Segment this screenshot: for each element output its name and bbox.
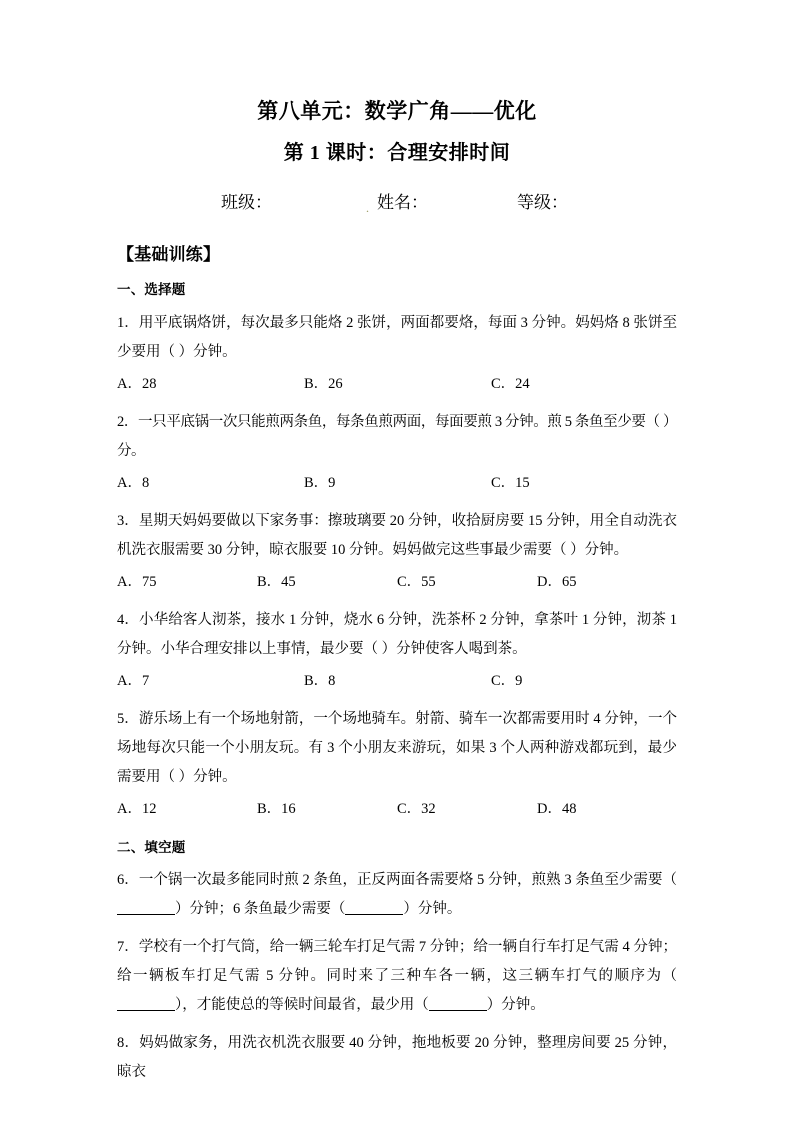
option-5-d[interactable]: D．48	[537, 800, 577, 817]
question-1: 1．用平底锅烙饼，每次最多只能烙 2 张饼，两面都要烙，每面 3 分钟。妈妈烙 8 张饼至少要用（ ）分钟。	[117, 314, 677, 360]
option-3-d[interactable]: D．65	[537, 573, 577, 590]
question-6	[117, 866, 677, 924]
question-4: 4．小华给客人沏茶，接水 1 分钟，烧水 6 分钟，洗茶杯 2 分钟，拿茶叶 1 分钟，沏茶 1 分钟。小华合理安排以上事情，最少要（ ）分钟使客人喝到茶。	[117, 611, 677, 657]
option-1-a[interactable]: A．28	[117, 375, 157, 392]
page-title: 第八单元：数学广角——优化	[257, 99, 537, 123]
option-4-a[interactable]: A．7	[117, 672, 150, 689]
section-heading-fill-in-blank: 二、填空题	[117, 839, 186, 856]
question-6-part1: 6．一个锅一次最多能同时煎 2 条鱼，正反两面各需要烙 5 分钟，煎熟 3 条鱼至少需要（	[117, 872, 677, 889]
option-1-c[interactable]: C．24	[491, 375, 530, 392]
question-7-blank-1[interactable]	[117, 996, 175, 1011]
question-7	[117, 933, 677, 1020]
question-7-part3: ）分钟。	[486, 997, 545, 1014]
question-7-part1: 7．学校有一个打气筒，给一辆三轮车打足气需 7 分钟；给一辆自行车打足气需 4 分钟；给一辆板车打足气需 5 分钟。同时来了三种车各一辆，这三辆车打气的顺序为（	[117, 939, 677, 985]
section-heading-multiple-choice: 一、选择题	[117, 282, 186, 299]
question-6-blank-2[interactable]	[345, 900, 403, 915]
option-3-a[interactable]: A．75	[117, 573, 157, 590]
question-3: 3．星期天妈妈要做以下家务事：擦玻璃要 20 分钟，收拾厨房要 15 分钟，用全自动洗衣机洗衣服需要 30 分钟，晾衣服要 10 分钟。妈妈做完这些事最少需要（ ）分钟。	[117, 512, 677, 558]
option-4-c[interactable]: C．9	[491, 672, 523, 689]
option-5-a[interactable]: A．12	[117, 800, 157, 817]
option-5-c[interactable]: C．32	[397, 800, 436, 817]
question-2: 2．一只平底锅一次只能煎两条鱼，每条鱼煎两面，每面要煎 3 分钟。煎 5 条鱼至少要（ ）分。	[117, 413, 677, 459]
option-3-c[interactable]: C．55	[397, 573, 436, 590]
option-2-b[interactable]: B．9	[304, 474, 336, 491]
question-5: 5．游乐场上有一个场地射箭，一个场地骑车。射箭、骑车一次都需要用时 4 分钟，一个场地每次只能一个小朋友玩。有 3 个小朋友来游玩，如果 3 个人两种游戏都玩到，最少需要用（ ）分钟。	[117, 710, 677, 785]
question-3-options	[117, 568, 677, 597]
name-label: 姓名：	[377, 193, 428, 213]
class-label: 班级：	[221, 193, 272, 213]
option-4-b[interactable]: B．8	[304, 672, 336, 689]
question-8: 8．妈妈做家务，用洗衣机洗衣服要 40 分钟，拖地板要 20 分钟，整理房间要 25 分钟，晾衣	[117, 1035, 677, 1081]
option-2-a[interactable]: A．8	[117, 474, 150, 491]
stray-mark: .	[366, 201, 369, 216]
option-1-b[interactable]: B．26	[304, 375, 343, 392]
option-5-b[interactable]: B．16	[257, 800, 296, 817]
page-subtitle: 第 1 课时：合理安排时间	[283, 142, 511, 165]
question-2-options	[117, 469, 677, 498]
question-6-blank-1[interactable]	[117, 900, 175, 915]
question-6-part3: ）分钟。	[403, 901, 462, 918]
question-7-blank-2[interactable]	[429, 996, 487, 1011]
question-4-options	[117, 667, 677, 696]
grade-label: 等级：	[517, 193, 568, 213]
student-info-line	[117, 188, 677, 218]
page-content	[117, 0, 677, 1087]
question-7-part2: ），才能使总的等候时间最省，最少用（	[175, 997, 429, 1014]
question-1-options	[117, 370, 677, 399]
option-3-b[interactable]: B．45	[257, 573, 296, 590]
question-5-options	[117, 795, 677, 824]
option-2-c[interactable]: C．15	[491, 474, 530, 491]
question-6-part2: ）分钟；6 条鱼最少需要（	[175, 901, 346, 918]
block-heading-basic-training: 【基础训练】	[117, 245, 221, 266]
